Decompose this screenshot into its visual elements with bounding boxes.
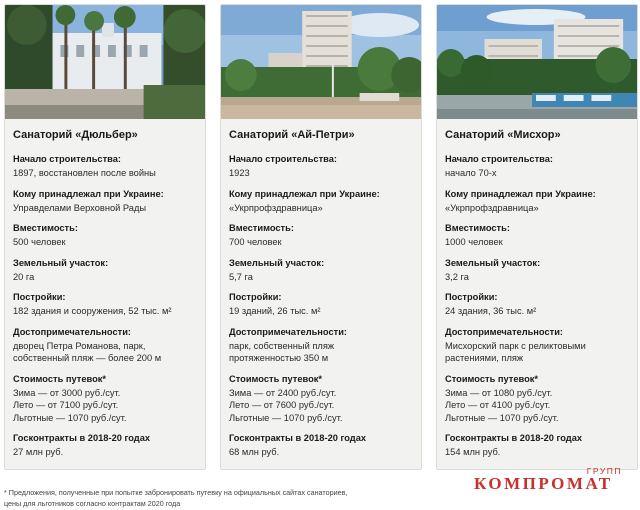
field-construction — [229, 153, 415, 180]
field-owner — [445, 188, 631, 215]
field-price — [229, 373, 415, 425]
field-value — [13, 271, 199, 284]
field-label: Вместимость: — [229, 223, 294, 233]
field-value — [13, 387, 199, 425]
field-label: Начало строительства: — [445, 154, 553, 164]
field-label: Земельный участок: — [445, 257, 541, 268]
field-value — [13, 446, 199, 459]
field-label: Постройки: — [229, 292, 282, 302]
value-line: Зима — от 1080 руб./сут. — [445, 387, 553, 398]
value-line: 1897, восстановлен после войны — [13, 168, 156, 178]
value-line: 1923 — [229, 168, 250, 178]
field-value — [229, 340, 415, 365]
value-line: Лето — от 4100 руб./сут. — [445, 400, 551, 410]
field-owner — [13, 188, 199, 215]
value-line: 27 млн руб. — [13, 447, 64, 457]
field-value — [445, 305, 631, 318]
field-construction — [13, 153, 199, 180]
value-line: «Укрпрофздравница» — [445, 202, 539, 213]
field-price — [13, 373, 199, 425]
value-line: 154 млн руб. — [445, 447, 501, 457]
value-line: Зима — от 2400 руб./сут. — [229, 387, 337, 398]
field-label: Госконтракты в 2018-20 годах — [445, 433, 583, 443]
value-line: Мисхорский парк с реликтовыми — [445, 340, 586, 351]
field-value — [13, 167, 199, 180]
field-construction — [445, 153, 631, 180]
field-value — [229, 446, 415, 459]
value-line: Льготные — 1070 руб./сут. — [445, 412, 559, 423]
value-line: Лето — от 7600 руб./сут. — [229, 400, 335, 410]
field-label: Земельный участок: — [13, 257, 109, 268]
field-value — [13, 236, 199, 249]
kompromat-logo — [474, 468, 630, 492]
value-line: Зима — от 3000 руб./сут. — [13, 387, 121, 398]
photo-ai-petri — [221, 5, 421, 119]
field-value — [445, 446, 631, 459]
field-value — [13, 340, 199, 365]
field-buildings — [229, 291, 415, 318]
value-line: 500 человек — [13, 237, 66, 247]
field-label: Начало строительства: — [13, 154, 121, 164]
field-label: Вместимость: — [13, 223, 78, 233]
footnote-line: * Предложения, полученные при попытке забронировать путевку на официальных сайтах санаториев, — [4, 488, 348, 497]
footnote-line: цены для льготников согласно контрактам 2020 года — [4, 499, 181, 508]
card-dulber — [4, 4, 206, 470]
value-line: растениями, пляж — [445, 353, 524, 363]
field-sights — [13, 326, 199, 365]
field-value — [229, 387, 415, 425]
field-value — [229, 305, 415, 318]
field-buildings — [445, 291, 631, 318]
field-land — [13, 257, 199, 284]
photo-dulber — [5, 5, 205, 119]
field-label: Достопримечательности: — [445, 326, 564, 337]
field-contracts — [13, 432, 199, 459]
value-line: 24 здания, 36 тыс. м² — [445, 306, 537, 316]
value-line: парк, собственный пляж — [229, 340, 335, 351]
field-land — [445, 257, 631, 284]
value-line: 5,7 га — [229, 271, 253, 282]
value-line: 3,2 га — [445, 271, 469, 282]
value-line: 20 га — [13, 271, 35, 282]
field-label: Госконтракты в 2018-20 годах — [13, 433, 151, 443]
field-value — [445, 340, 631, 365]
logo-main-text: КОМПРОМАТ — [474, 474, 613, 493]
value-line: дворец Петра Романова, парк, — [13, 340, 146, 351]
photo-mishor — [437, 5, 637, 119]
field-buildings — [13, 291, 199, 318]
field-value — [445, 167, 631, 180]
footnote — [4, 487, 347, 509]
field-label: Вместимость: — [445, 223, 510, 233]
value-line: начало 70-х — [445, 168, 497, 178]
field-capacity — [13, 222, 199, 249]
logo-sub-text: ГРУПП — [586, 466, 622, 476]
field-value — [13, 202, 199, 215]
field-label: Стоимость путевок* — [229, 373, 323, 384]
field-capacity — [445, 222, 631, 249]
value-line: 1000 человек — [445, 237, 503, 247]
field-capacity — [229, 222, 415, 249]
value-line: протяженностью 350 м — [229, 353, 329, 363]
field-value — [445, 271, 631, 284]
card-title: Санаторий «Дюльбер» — [13, 129, 138, 141]
field-contracts — [445, 432, 631, 459]
field-label: Стоимость путевок* — [13, 373, 107, 384]
field-value — [445, 387, 631, 425]
field-label: Госконтракты в 2018-20 годах — [229, 433, 367, 443]
field-price — [445, 373, 631, 425]
card-mishor — [436, 4, 638, 470]
field-label: Постройки: — [13, 292, 66, 302]
field-label: Достопримечательности: — [13, 326, 132, 337]
field-value — [445, 202, 631, 215]
value-line: Управделами Верховной Рады — [13, 202, 147, 213]
field-label: Земельный участок: — [229, 257, 325, 268]
field-label: Стоимость путевок* — [445, 373, 539, 384]
value-line: «Укрпрофздравница» — [229, 202, 323, 213]
field-value — [229, 271, 415, 284]
field-sights — [445, 326, 631, 365]
value-line: 19 зданий, 26 тыс. м² — [229, 306, 321, 316]
card-title: Санаторий «Мисхор» — [445, 129, 561, 141]
field-label: Кому принадлежал при Украине: — [445, 188, 596, 199]
field-contracts — [229, 432, 415, 459]
value-line: Льготные — 1070 руб./сут. — [13, 412, 127, 423]
value-line: 182 здания и сооружения, 52 тыс. м² — [13, 306, 172, 316]
field-owner — [229, 188, 415, 215]
card-ai-petri — [220, 4, 422, 470]
field-value — [13, 305, 199, 318]
field-value — [229, 202, 415, 215]
field-label: Начало строительства: — [229, 154, 337, 164]
field-label: Достопримечательности: — [229, 326, 348, 337]
value-line: Льготные — 1070 руб./сут. — [229, 412, 343, 423]
field-value — [445, 236, 631, 249]
value-line: 700 человек — [229, 237, 282, 247]
field-land — [229, 257, 415, 284]
value-line: 68 млн руб. — [229, 447, 280, 457]
field-label: Кому принадлежал при Украине: — [13, 188, 164, 199]
sanatorium-cards — [4, 4, 638, 470]
card-title: Санаторий «Ай-Петри» — [229, 129, 355, 141]
field-value — [229, 167, 415, 180]
value-line: Лето — от 7100 руб./сут. — [13, 400, 119, 410]
value-line: собственный пляж — более 200 м — [13, 353, 162, 363]
field-sights — [229, 326, 415, 365]
field-label: Постройки: — [445, 292, 498, 302]
field-label: Кому принадлежал при Украине: — [229, 188, 380, 199]
field-value — [229, 236, 415, 249]
